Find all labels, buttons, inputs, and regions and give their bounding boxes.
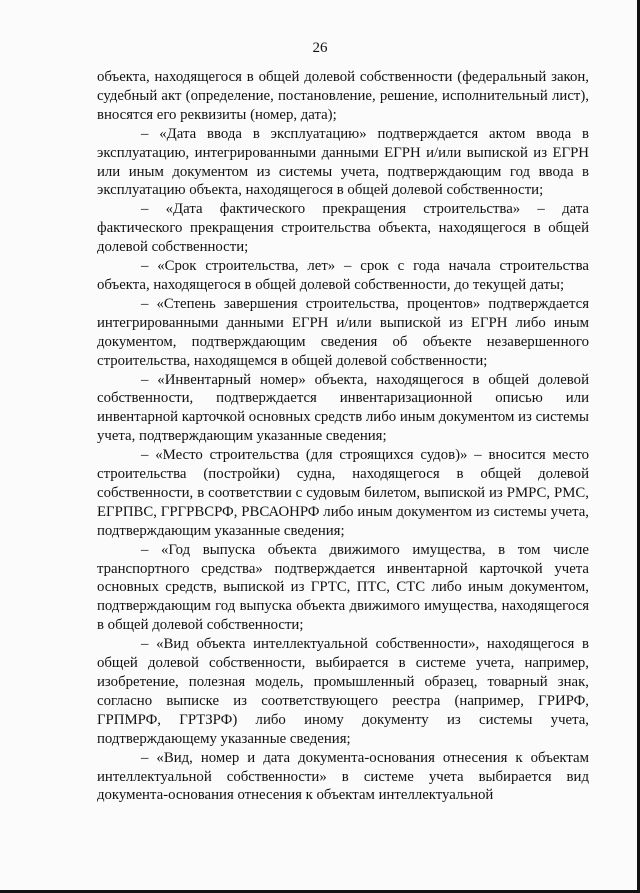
paragraph-release-year: – «Год выпуска объекта движимого имущества, в том числе транспортного средства» подтверждается инвентарной карточкой учета основных средств, выпиской из ГРТС, ПТС, СТС либо иным документом, подтверждающим год выпуска объекта движимого имущества, находящегося в общей долевой собственности; — [97, 541, 589, 634]
paragraph-construction-stop-date: – «Дата фактического прекращения строительства» – дата фактического прекращения строительства объекта, находящегося в общей долевой собственности; — [97, 201, 589, 256]
paragraph-inventory-number: – «Инвентарный номер» объекта, находящегося в общей долевой собственности, подтверждается инвентаризационной описью или инвентарной карточкой основных средств либо иным документом из системы учета, подтверждающим указанные сведения; — [97, 371, 589, 445]
page-number: 26 — [312, 40, 328, 56]
paragraph-continuation: объекта, находящегося в общей долевой собственности (федеральный закон, судебный акт (определение, постановление, решение, исполнительный лист), вносятся его реквизиты (номер, дата); — [97, 69, 589, 123]
paragraph-construction-term: – «Срок строительства, лет» – срок с года начала строительства объекта, находящегося в общей долевой собственности, до текущей даты; — [97, 258, 589, 293]
paragraph-ip-basis-document: – «Вид, номер и дата документа-основания отнесения к объектам интеллектуальной собственности» в системе учета выбирается вид документа-основания отнесения к объектам интеллектуальной — [97, 749, 589, 804]
paragraph-commissioning-date: – «Дата ввода в эксплуатацию» подтверждается актом ввода в эксплуатацию, интегрированными данными ЕГРН и/или выпиской из ЕГРН или иным документом из системы учета, подтверждающим год ввода в эксплуатацию объекта, находящегося в общей долевой собственности; — [97, 125, 589, 199]
paragraph-ip-object-type: – «Вид объекта интеллектуальной собственности», находящегося в общей долевой собственности, выбирается в системе учета, например, изобретение, полезная модель, промышленный образец, товарный знак, согласно выписке из соответствующего реестра (например, ГРИРФ, ГРПМРФ, ГРТЗРФ) либо иному документу из системы учета, подтверждающему указанные сведения; — [97, 636, 589, 747]
paragraph-ship-construction-place: – «Место строительства (для строящихся судов)» – вносится место строительства (постройки) судна, находящегося в общей долевой собственности, в соответствии с судовым билетом, выпиской из РМРС, РМС, ЕГРПВС, ГРГРВСРФ, РВСАОНРФ либо иным документом из системы учета, подтверждающим указанные сведения; — [97, 447, 589, 539]
paragraph-completion-degree: – «Степень завершения строительства, процентов» подтверждается интегрированными данными ЕГРН и/или выпиской из ЕГРН либо иным документом, подтверждающим сведения об объекте незавершенного строительства, находящемся в общей долевой собственности; — [97, 295, 589, 369]
document-body — [97, 68, 589, 805]
